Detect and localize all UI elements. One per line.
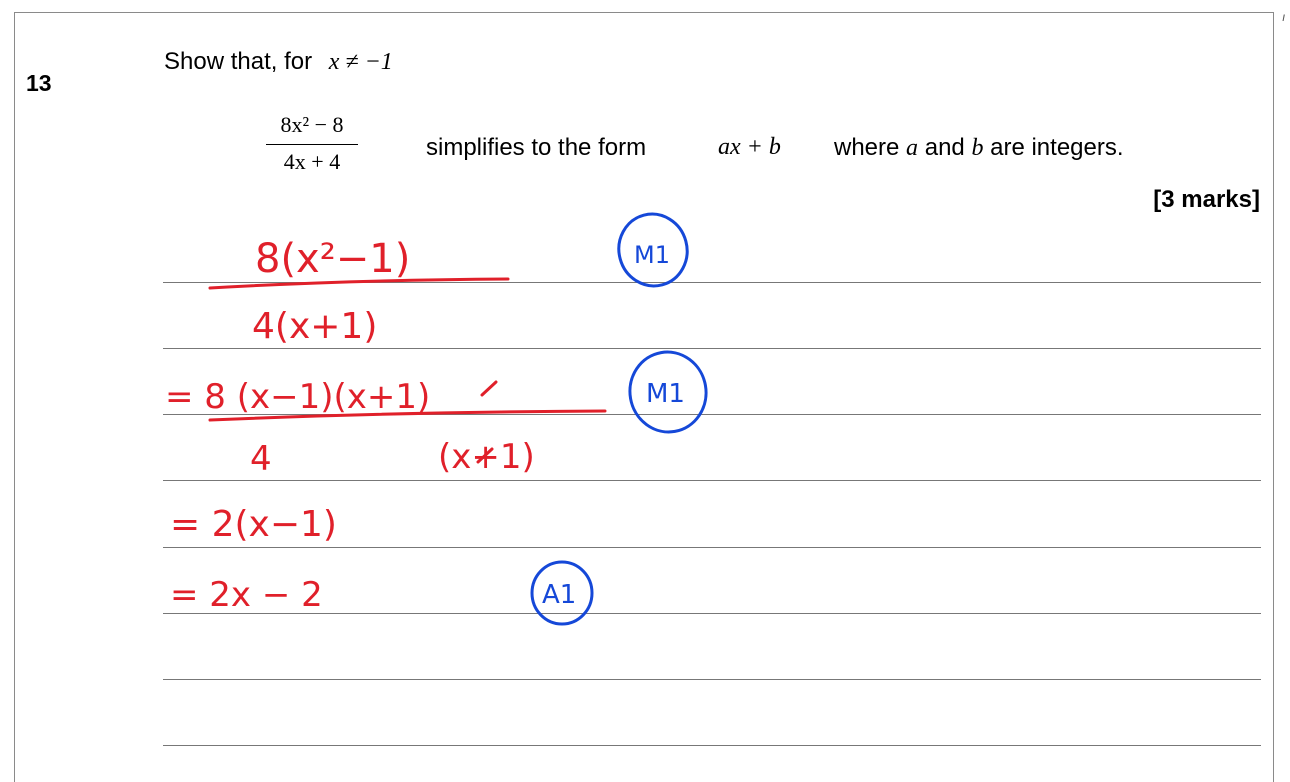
working-line2-denominator-left: 4 — [250, 439, 272, 479]
working-line1-numerator: 8(x²−1) — [255, 236, 411, 282]
working-line4: = 2x − 2 — [170, 575, 323, 615]
mark-annotation-2: M1 — [646, 379, 685, 409]
intro-text: Show that, for — [164, 48, 313, 75]
working-line2-numerator: = 8 (x−1)(x+1) — [165, 377, 431, 417]
statement-part1: simplifies to the form — [426, 134, 647, 161]
statement-part2: where — [834, 134, 900, 161]
variable-b: b — [971, 135, 984, 161]
marks-label: [3 marks] — [1153, 186, 1260, 213]
cancel-mark — [482, 382, 496, 395]
question-number: 13 — [26, 70, 52, 96]
variable-a: a — [906, 135, 919, 161]
mark-annotation-3: A1 — [542, 580, 577, 610]
and-word: and — [924, 134, 965, 161]
margin-mark: ı — [1282, 10, 1286, 24]
intro-condition: x ≠ −1 — [328, 49, 393, 75]
mark-annotation-1: M1 — [634, 241, 670, 269]
fraction-numerator: 8x² − 8 — [280, 112, 344, 137]
form-expression: ax + b — [718, 134, 781, 160]
working-line3: = 2(x−1) — [170, 504, 337, 545]
statement-part3: are integers. — [990, 134, 1124, 161]
working-line1-denominator: 4(x+1) — [252, 306, 378, 347]
fraction-denominator: 4x + 4 — [283, 149, 341, 174]
working-line2-denominator-right: (x+1) — [438, 437, 535, 477]
